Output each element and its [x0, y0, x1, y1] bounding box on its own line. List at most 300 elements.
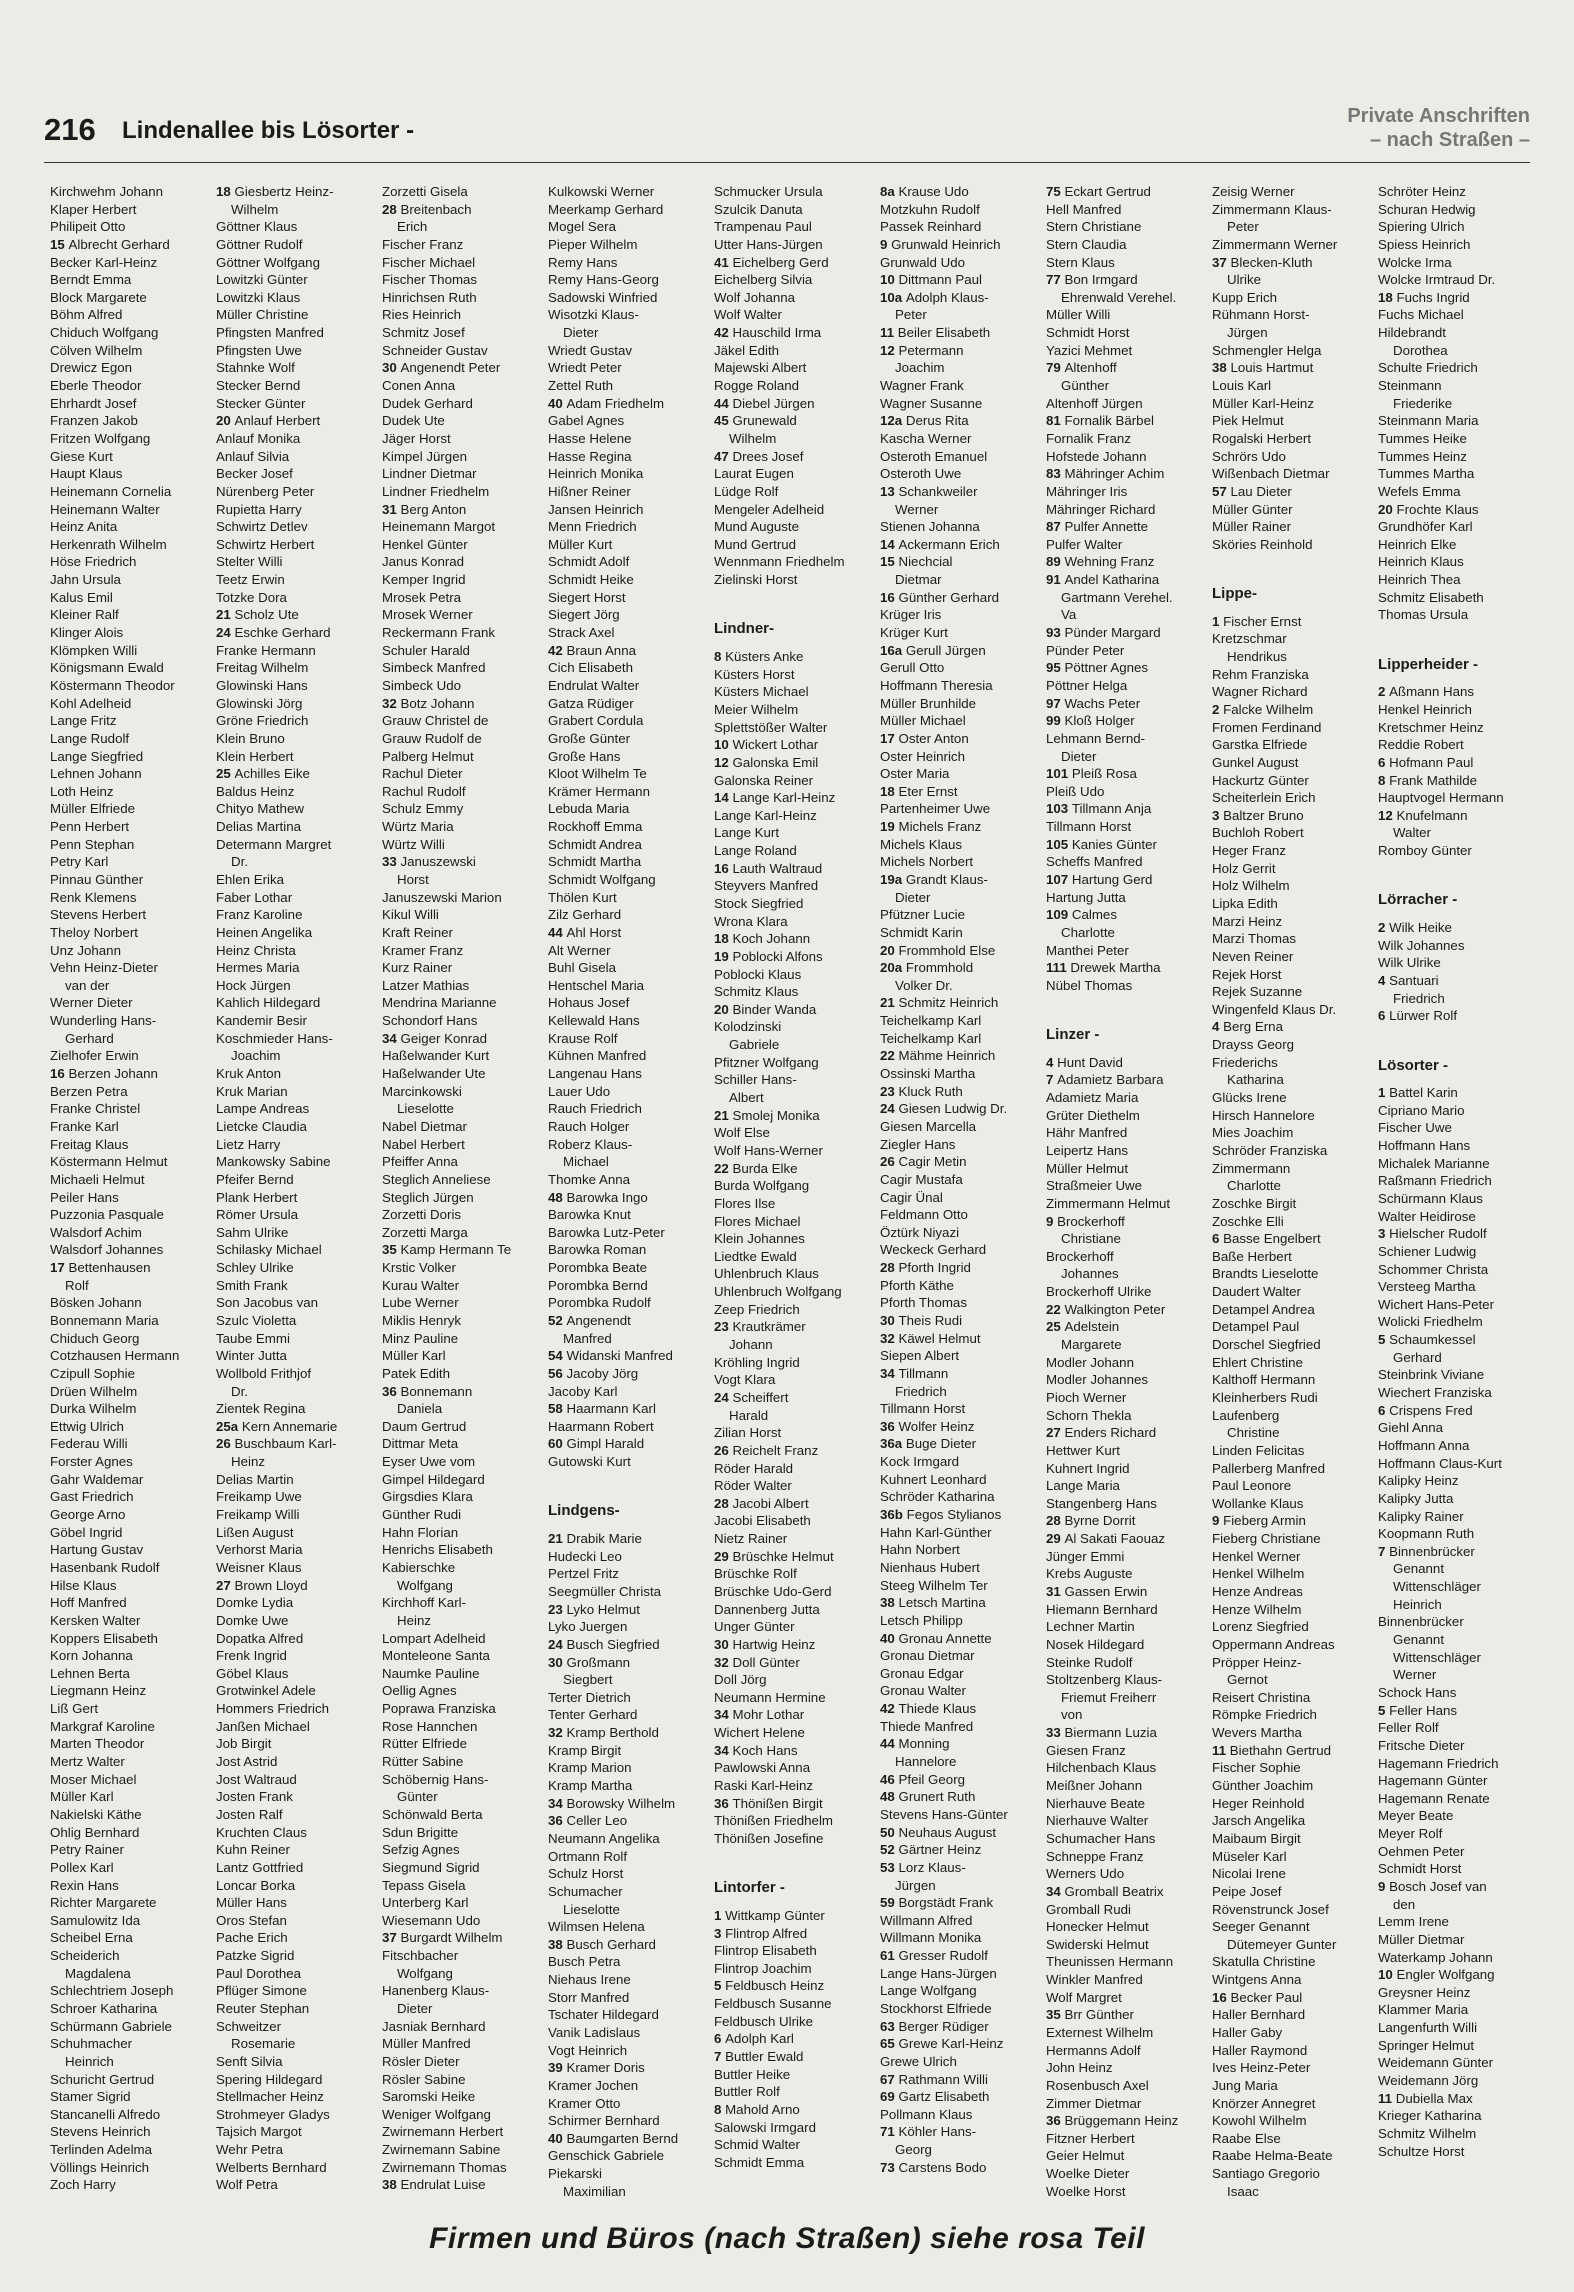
- resident-entry: 53 Lorz Klaus-: [880, 1859, 966, 1875]
- resident-entry: Kabierschke: [382, 1559, 456, 1575]
- resident-entry: Lemm Irene: [1378, 1914, 1449, 1930]
- resident-entry: 97 Wachs Peter: [1046, 695, 1141, 711]
- resident-entry: Raabe Else: [1212, 2130, 1281, 2146]
- resident-entry: Siegmund Sigrid: [382, 1859, 480, 1875]
- resident-entry: Lantz Gottfried: [216, 1859, 304, 1875]
- resident-entry: Scheibel Erna: [50, 1930, 133, 1946]
- resident-entry: Schuricht Gertrud: [50, 2071, 155, 2087]
- resident-entry: Verhorst Maria: [216, 1542, 303, 1558]
- resident-entry: Heinrich Monika: [548, 466, 644, 482]
- resident-entry: 12 Galonska Emil: [714, 754, 819, 770]
- directory-column: [50, 183, 216, 2213]
- resident-entry: Schulz Horst: [548, 1866, 624, 1882]
- resident-entry: John Heinz: [1046, 2060, 1113, 2076]
- resident-entry: Kühnen Manfred: [548, 1048, 647, 1064]
- resident-entry: 59 Borgstädt Frank: [880, 1895, 994, 1911]
- resident-entry: 1 Battel Karin: [1378, 1085, 1458, 1101]
- resident-entry: Lange Wolfgang: [880, 1983, 977, 1999]
- resident-entry: Lipka Edith: [1212, 896, 1278, 911]
- resident-entry: 38 Endrulat Luise: [382, 2177, 486, 2193]
- entry-continuation: Peter: [1227, 219, 1259, 235]
- resident-entry: Mähringer Richard: [1046, 501, 1156, 517]
- resident-entry: Nürenberg Peter: [216, 483, 315, 499]
- resident-entry: Glowinski Jörg: [216, 695, 303, 711]
- resident-entry: Haller Raymond: [1212, 2042, 1308, 2058]
- resident-entry: 22 Mähme Heinrich: [880, 1048, 996, 1064]
- resident-entry: Hanenberg Klaus-: [382, 1983, 490, 1999]
- resident-entry: Giesen Marcella: [880, 1118, 977, 1134]
- resident-entry: 10 Dittmann Paul: [880, 272, 983, 288]
- resident-entry: Strack Axel: [548, 625, 615, 641]
- resident-entry: 7 Buttler Ewald: [714, 2049, 804, 2065]
- resident-entry: Paul Dorothea: [216, 1965, 302, 1981]
- resident-entry: Haßelwander Kurt: [382, 1048, 490, 1064]
- resident-entry: Doll Jörg: [714, 1672, 767, 1688]
- resident-entry: Thomas Ursula: [1378, 607, 1469, 623]
- resident-entry: Modler Johannes: [1046, 1372, 1149, 1388]
- resident-entry: Reckermann Frank: [382, 625, 496, 641]
- resident-entry: 50 Neuhaus August: [880, 1824, 997, 1840]
- resident-entry: Müller Hans: [216, 1895, 287, 1911]
- resident-entry: Haupt Klaus: [50, 466, 123, 482]
- resident-entry: Senft Silvia: [216, 2053, 283, 2069]
- resident-entry: Jost Astrid: [216, 1754, 278, 1770]
- resident-entry: Hermanns Adolf: [1046, 2042, 1141, 2058]
- resident-entry: 19a Grandt Klaus-: [880, 871, 988, 887]
- house-number: 27: [216, 1577, 235, 1593]
- resident-entry: Kloot Wilhelm Te: [548, 766, 647, 782]
- resident-entry: 5 Feller Hans: [1378, 1702, 1458, 1718]
- resident-entry: 3 Flintrop Alfred: [714, 1925, 808, 1941]
- resident-entry: 99 Kloß Holger: [1046, 713, 1135, 729]
- resident-entry: 61 Gresser Rudolf: [880, 1948, 988, 1964]
- resident-entry: 20a Frommhold: [880, 960, 974, 976]
- resident-entry: Haller Bernhard: [1212, 2007, 1306, 2023]
- street-heading: Lipperheider -: [1378, 655, 1479, 673]
- resident-entry: Liedtke Ewald: [714, 1248, 797, 1264]
- resident-entry: 34 Tillmann: [880, 1365, 949, 1381]
- resident-entry: Hermes Maria: [216, 960, 300, 976]
- resident-entry: Krämer Hermann: [548, 783, 650, 799]
- resident-entry: Klein Herbert: [216, 748, 294, 764]
- resident-entry: Kikul Willi: [382, 907, 439, 923]
- house-number: 12a: [880, 413, 906, 429]
- resident-entry: Wollbold Frithjof: [216, 1365, 312, 1381]
- house-number: 15: [50, 236, 69, 252]
- resident-entry: Schiller Hans-: [714, 1072, 797, 1088]
- resident-entry: Liegmann Heinz: [50, 1683, 147, 1699]
- directory-column: [1378, 183, 1530, 2213]
- resident-entry: Schneppe Franz: [1046, 1848, 1144, 1864]
- resident-entry: Kuhnert Ingrid: [1046, 1460, 1130, 1476]
- entry-continuation: Magdalena: [65, 1965, 131, 1981]
- resident-entry: Remy Hans: [548, 254, 618, 270]
- resident-entry: 32 Doll Günter: [714, 1654, 800, 1670]
- resident-entry: Müller Dietmar: [1378, 1931, 1465, 1947]
- resident-entry: Thönißen Josefine: [714, 1830, 824, 1846]
- house-number: 2: [1378, 920, 1390, 936]
- resident-entry: Zorzetti Marga: [382, 1224, 468, 1240]
- resident-entry: Dudek Gerhard: [382, 395, 473, 411]
- resident-entry: 28 Pforth Ingrid: [880, 1260, 971, 1276]
- street-heading: Lindner-: [714, 620, 774, 638]
- resident-entry: Stockhorst Elfriede: [880, 2000, 992, 2016]
- resident-entry: Roberz Klaus-: [548, 1136, 633, 1152]
- resident-entry: Altenhoff Jürgen: [1046, 395, 1143, 411]
- resident-entry: 93 Pünder Margard: [1046, 625, 1161, 641]
- house-number: 47: [714, 448, 733, 464]
- resident-entry: Küsters Michael: [714, 684, 809, 700]
- resident-entry: Oros Stefan: [216, 1912, 287, 1928]
- resident-entry: Rockhoff Emma: [548, 819, 643, 835]
- resident-entry: Rejek Horst: [1212, 966, 1282, 982]
- resident-entry: Lange Hans-Jürgen: [880, 1965, 997, 1981]
- resident-entry: Ehlert Christine: [1212, 1354, 1303, 1370]
- resident-entry: Rexin Hans: [50, 1877, 119, 1893]
- resident-entry: Lompart Adelheid: [382, 1630, 486, 1646]
- resident-entry: Dittmar Meta: [382, 1436, 459, 1452]
- resident-entry: Ettwig Ulrich: [50, 1418, 124, 1434]
- resident-entry: Tummes Martha: [1378, 466, 1475, 482]
- resident-entry: Neven Reiner: [1212, 948, 1294, 964]
- resident-entry: 77 Bon Irmgard: [1046, 272, 1138, 288]
- resident-entry: Saromski Heike: [382, 2089, 476, 2105]
- resident-entry: Jost Waltraud: [216, 1771, 297, 1787]
- resident-entry: 24 Scheiffert: [714, 1389, 789, 1405]
- resident-entry: Meyer Rolf: [1378, 1826, 1443, 1842]
- house-number: 8a: [880, 184, 899, 199]
- resident-entry: Schmitz Klaus: [714, 984, 799, 1000]
- house-number: 87: [1046, 519, 1065, 535]
- house-number: 61: [880, 1948, 899, 1964]
- house-number: 12: [880, 342, 899, 358]
- resident-entry: Welberts Bernhard: [216, 2159, 327, 2175]
- entry-continuation: Friemut Freiherr: [1061, 1689, 1157, 1705]
- resident-entry: Salowski Irmgard: [714, 2119, 816, 2135]
- house-number: 31: [1046, 1583, 1065, 1599]
- resident-entry: Hoffmann Claus-Kurt: [1378, 1455, 1502, 1471]
- resident-entry: 25a Kern Annemarie: [216, 1418, 338, 1434]
- resident-entry: Woelke Horst: [1046, 2183, 1126, 2199]
- resident-entry: Schwirtz Herbert: [216, 536, 315, 552]
- resident-entry: Rühmann Horst-: [1212, 307, 1310, 323]
- resident-entry: Janus Konrad: [382, 554, 465, 570]
- resident-entry: Schirmer Bernhard: [548, 2113, 660, 2129]
- resident-entry: 18 Giesbertz Heinz-: [216, 184, 334, 199]
- street-heading: Lörracher -: [1378, 891, 1458, 909]
- resident-entry: Schröter Heinz: [1378, 184, 1466, 199]
- resident-entry: Franzen Jakob: [50, 413, 138, 429]
- resident-entry: Heinen Angelika: [216, 924, 313, 940]
- resident-entry: Heinrich Elke: [1378, 536, 1457, 552]
- resident-entry: Hohaus Josef: [548, 995, 630, 1011]
- resident-entry: 44 Ahl Horst: [548, 924, 622, 940]
- resident-entry: Krüger Iris: [880, 607, 942, 623]
- resident-entry: Lange Karl-Heinz: [714, 807, 817, 823]
- resident-entry: Poprawa Franziska: [382, 1701, 496, 1717]
- entry-continuation: Erich: [397, 219, 428, 235]
- resident-entry: Rövenstrunck Josef: [1212, 1901, 1329, 1917]
- resident-entry: Kascha Werner: [880, 430, 972, 446]
- resident-entry: Haßelwander Ute: [382, 1066, 486, 1082]
- resident-entry: Kimpel Jürgen: [382, 448, 467, 464]
- house-number: 35: [382, 1242, 401, 1258]
- resident-entry: 21 Schmitz Heinrich: [880, 995, 999, 1011]
- resident-entry: Rachul Dieter: [382, 766, 463, 782]
- resident-entry: Grüter Diethelm: [1046, 1107, 1140, 1123]
- resident-entry: 20 Frochte Klaus: [1378, 501, 1479, 517]
- resident-entry: Mendrina Marianne: [382, 995, 497, 1011]
- house-number: 38: [1212, 360, 1231, 376]
- resident-entry: Wolf Johanna: [714, 289, 796, 305]
- entry-continuation: Hendrikus: [1227, 649, 1287, 665]
- resident-entry: Schmitz Elisabeth: [1378, 589, 1484, 605]
- resident-entry: Krebs Auguste: [1046, 1566, 1133, 1582]
- house-number: 40: [548, 395, 567, 411]
- entry-continuation: Volker Dr.: [895, 977, 953, 993]
- resident-entry: Philipeit Otto: [50, 219, 126, 235]
- resident-entry: Bösken Johann: [50, 1295, 142, 1311]
- resident-entry: 19 Poblocki Alfons: [714, 948, 823, 964]
- house-number: 42: [548, 642, 567, 658]
- resident-entry: 2 Wilk Heike: [1378, 920, 1452, 936]
- resident-entry: George Arno: [50, 1507, 126, 1523]
- resident-entry: Pulfer Walter: [1046, 536, 1123, 552]
- resident-entry: Zilz Gerhard: [548, 907, 622, 923]
- resident-entry: Frenk Ingrid: [216, 1648, 287, 1664]
- resident-entry: Pleiß Udo: [1046, 783, 1105, 799]
- resident-entry: Schmengler Helga: [1212, 342, 1322, 358]
- house-number: 20: [880, 942, 899, 958]
- resident-entry: Wolf Else: [714, 1125, 770, 1141]
- resident-entry: 31 Gassen Erwin: [1046, 1583, 1148, 1599]
- resident-entry: Franke Hermann: [216, 642, 316, 658]
- entry-continuation: Ehrenwald Verehel.: [1061, 289, 1177, 305]
- house-number: 6: [1378, 1008, 1390, 1024]
- resident-entry: Wintgens Anna: [1212, 1972, 1302, 1988]
- resident-entry: Schlechtriem Joseph: [50, 1983, 174, 1999]
- resident-entry: Müller Rainer: [1212, 519, 1292, 535]
- resident-entry: Schmidt Adolf: [548, 554, 630, 570]
- resident-entry: Hähr Manfred: [1046, 1125, 1128, 1141]
- resident-entry: Kretschmer Heinz: [1378, 719, 1484, 735]
- house-number: 36: [548, 1813, 567, 1829]
- resident-entry: Vehn Heinz-Dieter: [50, 960, 158, 976]
- resident-entry: Barowka Knut: [548, 1207, 631, 1223]
- resident-entry: Krüger Kurt: [880, 625, 948, 641]
- resident-entry: Schroer Katharina: [50, 2000, 158, 2016]
- resident-entry: Binnenbrücker: [1378, 1614, 1464, 1630]
- resident-entry: 10 Engler Wolfgang: [1378, 1967, 1495, 1983]
- resident-entry: Lüdge Rolf: [714, 483, 779, 499]
- resident-entry: Stock Siegfried: [714, 896, 804, 911]
- resident-entry: Schultze Horst: [1378, 2143, 1465, 2159]
- resident-entry: Wolcke Irma: [1378, 254, 1452, 270]
- resident-entry: Schmidt Martha: [548, 854, 642, 870]
- resident-entry: Stancanelli Alfredo: [50, 2106, 161, 2122]
- resident-entry: Daum Gertrud: [382, 1418, 467, 1434]
- resident-entry: Nabel Herbert: [382, 1136, 465, 1152]
- resident-entry: Kellewald Hans: [548, 1013, 640, 1029]
- resident-entry: Michels Klaus: [880, 836, 963, 852]
- resident-entry: Zimmermann Klaus-: [1212, 201, 1332, 217]
- resident-entry: Kirchwehm Johann: [50, 184, 164, 199]
- resident-entry: Hilse Klaus: [50, 1577, 117, 1593]
- resident-entry: Müller Manfred: [382, 2036, 471, 2052]
- resident-entry: Göbel Ingrid: [50, 1524, 123, 1540]
- resident-entry: 40 Gronau Annette: [880, 1630, 992, 1646]
- resident-entry: Waterkamp Johann: [1378, 1949, 1493, 1965]
- entry-continuation: Harald: [729, 1407, 769, 1423]
- house-number: 9: [880, 236, 892, 252]
- resident-entry: Steyvers Manfred: [714, 878, 819, 894]
- resident-entry: Scheffs Manfred: [1046, 854, 1143, 870]
- resident-entry: Krause Rolf: [548, 1030, 618, 1046]
- resident-entry: 8 Mahold Arno: [714, 2101, 800, 2117]
- entry-continuation: Gernot: [1227, 1672, 1268, 1688]
- resident-entry: Richter Margarete: [50, 1895, 157, 1911]
- house-number: 27: [1046, 1425, 1065, 1441]
- resident-entry: Conen Anna: [382, 378, 456, 394]
- resident-entry: Kramer Franz: [382, 942, 464, 958]
- resident-entry: Marten Theodor: [50, 1736, 145, 1752]
- resident-entry: Jacobi Elisabeth: [714, 1513, 811, 1529]
- resident-entry: Ives Heinz-Peter: [1212, 2060, 1311, 2076]
- resident-entry: Becker Karl-Heinz: [50, 254, 158, 270]
- resident-entry: Koopmann Ruth: [1378, 1526, 1475, 1542]
- resident-entry: Gahr Waldemar: [50, 1471, 144, 1487]
- resident-entry: Vogt Heinrich: [548, 2042, 628, 2058]
- resident-entry: Cagir Ünal: [880, 1189, 943, 1205]
- resident-entry: Lietcke Claudia: [216, 1118, 307, 1134]
- house-number: 3: [714, 1925, 726, 1941]
- resident-entry: Stangenberg Hans: [1046, 1495, 1157, 1511]
- resident-entry: Chityo Mathew: [216, 801, 304, 817]
- resident-entry: Krieger Katharina: [1378, 2108, 1482, 2124]
- resident-entry: Peiler Hans: [50, 1189, 119, 1205]
- resident-entry: Kruk Anton: [216, 1066, 282, 1082]
- resident-entry: Peipe Josef: [1212, 1883, 1282, 1899]
- resident-entry: Hinrichsen Ruth: [382, 289, 477, 305]
- house-number: 52: [548, 1313, 567, 1328]
- resident-entry: 20 Anlauf Herbert: [216, 413, 321, 429]
- entry-continuation: Joachim: [231, 1048, 281, 1064]
- resident-entry: Kirchhoff Karl-: [382, 1595, 467, 1611]
- house-number: 7: [714, 2049, 726, 2065]
- entry-continuation: Charlotte: [1227, 1178, 1281, 1194]
- resident-entry: Zimmermann: [1212, 1160, 1291, 1176]
- entry-continuation: van der: [65, 977, 110, 993]
- house-number: 3: [1212, 807, 1224, 823]
- resident-entry: 45 Grunewald: [714, 413, 797, 429]
- resident-entry: Henkel Werner: [1212, 1548, 1301, 1564]
- resident-entry: 2 Aßmann Hans: [1378, 684, 1475, 700]
- resident-entry: Dopatka Alfred: [216, 1630, 304, 1646]
- entry-continuation: Johann: [729, 1337, 773, 1353]
- resident-entry: Domke Uwe: [216, 1612, 289, 1628]
- resident-entry: Fritzen Wolfgang: [50, 430, 151, 446]
- resident-entry: 60 Gimpl Harald: [548, 1436, 645, 1452]
- resident-entry: Piek Helmut: [1212, 413, 1284, 429]
- resident-entry: 38 Louis Hartmut: [1212, 360, 1314, 376]
- house-number: 34: [548, 1795, 567, 1811]
- resident-entry: Weisner Klaus: [216, 1559, 302, 1575]
- resident-entry: Rose Hannchen: [382, 1718, 478, 1734]
- resident-entry: Tschater Hildegard: [548, 2007, 659, 2023]
- resident-entry: Kurz Rainer: [382, 960, 453, 976]
- resident-entry: Schock Hans: [1378, 1684, 1457, 1700]
- resident-entry: Nicolai Irene: [1212, 1866, 1286, 1882]
- resident-entry: Palberg Helmut: [382, 748, 474, 764]
- resident-entry: Fornalik Franz: [1046, 430, 1131, 446]
- resident-entry: 36 Wolfer Heinz: [880, 1418, 975, 1434]
- resident-entry: Rauch Holger: [548, 1118, 630, 1134]
- resident-entry: Pfingsten Uwe: [216, 342, 302, 358]
- resident-entry: Franke Karl: [50, 1118, 119, 1134]
- resident-entry: Kramp Birgit: [548, 1742, 622, 1758]
- resident-entry: Drewicz Egon: [50, 360, 133, 376]
- resident-entry: Pieper Wilhelm: [548, 236, 638, 252]
- house-number: 97: [1046, 695, 1065, 711]
- resident-entry: Schürmann Gabriele: [50, 2018, 172, 2034]
- resident-entry: Stevens Hans-Günter: [880, 1806, 1008, 1822]
- resident-entry: Kruk Marian: [216, 1083, 288, 1099]
- resident-entry: Gimpel Hildegard: [382, 1471, 485, 1487]
- resident-entry: Zientek Regina: [216, 1401, 306, 1417]
- resident-entry: Buhl Gisela: [548, 960, 616, 976]
- resident-entry: Kock Irmgard: [880, 1454, 960, 1470]
- resident-entry: 42 Hauschild Irma: [714, 325, 822, 341]
- resident-entry: Busch Petra: [548, 1954, 621, 1970]
- house-number: 21: [216, 607, 235, 623]
- resident-entry: Schorn Thekla: [1046, 1407, 1132, 1423]
- entry-continuation: Lieselotte: [397, 1101, 454, 1117]
- house-number: 18: [714, 931, 733, 947]
- resident-entry: Raski Karl-Heinz: [714, 1778, 814, 1794]
- resident-entry: Letsch Philipp: [880, 1612, 963, 1628]
- resident-entry: Fischer Sophie: [1212, 1760, 1301, 1776]
- resident-entry: 15 Albrecht Gerhard: [50, 236, 170, 252]
- street-heading: Lindgens-: [548, 1502, 620, 1520]
- resident-entry: Schönwald Berta: [382, 1806, 483, 1822]
- resident-entry: 16 Becker Paul: [1212, 1989, 1303, 2005]
- resident-entry: Barowka Roman: [548, 1242, 647, 1258]
- resident-entry: Michaeli Helmut: [50, 1171, 145, 1187]
- house-number: 99: [1046, 713, 1065, 729]
- resident-entry: Göttner Wolfgang: [216, 254, 320, 270]
- resident-entry: Gunkel August: [1212, 754, 1299, 770]
- resident-entry: Hauptvogel Hermann: [1378, 790, 1504, 806]
- resident-entry: Weniger Wolfgang: [382, 2106, 491, 2122]
- resident-entry: Giese Kurt: [50, 448, 113, 464]
- house-number: 9: [1378, 1878, 1390, 1894]
- resident-entry: Heinemann Cornelia: [50, 483, 172, 499]
- resident-entry: Wagner Susanne: [880, 395, 983, 411]
- resident-entry: Müller Elfriede: [50, 801, 135, 817]
- resident-entry: Schulte Friedrich: [1378, 360, 1478, 376]
- entry-continuation: Wilhelm: [729, 430, 777, 446]
- page-number: 216: [44, 112, 96, 147]
- resident-entry: Weidemann Günter: [1378, 2055, 1494, 2071]
- resident-entry: Penn Stephan: [50, 836, 135, 852]
- spacer: [1212, 553, 1378, 571]
- house-number: 2: [1212, 701, 1224, 717]
- resident-entry: 46 Pfeil Georg: [880, 1771, 966, 1787]
- house-number: 10a: [880, 289, 906, 305]
- resident-entry: Pioch Werner: [1046, 1389, 1127, 1405]
- house-number: 12: [714, 754, 733, 770]
- resident-entry: Block Margarete: [50, 289, 147, 305]
